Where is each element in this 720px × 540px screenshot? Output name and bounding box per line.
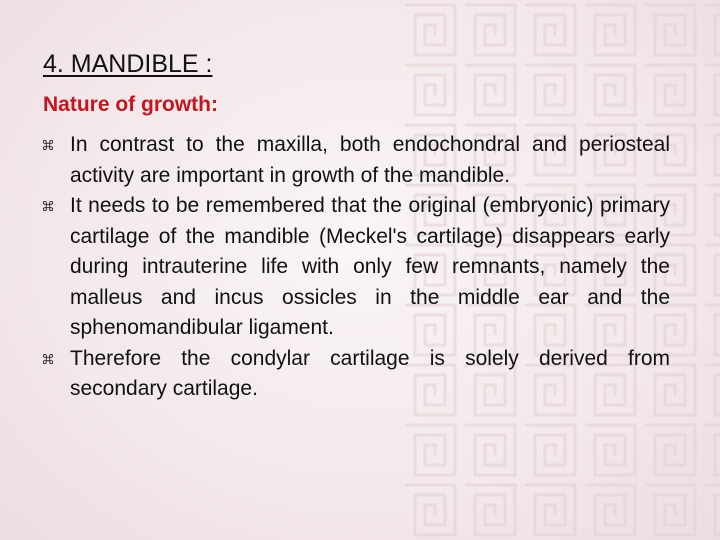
bullet-text: In contrast to the maxilla, both endochondral and periosteal activity are important in growth of the mandible.	[70, 133, 670, 187]
bullet-item	[43, 191, 670, 344]
bullet-item	[43, 344, 670, 405]
bullet-item	[43, 130, 670, 191]
bullet-list	[43, 130, 670, 405]
bullet-text: It needs to be remembered that the original (embryonic) primary cartilage of the mandible (Meckel's cartilage) disappears early during intrauterine life with only few remnants, namely the malleus and incus ossicles in the middle ear and the sphenomandibular ligament.	[70, 194, 670, 339]
section-subtitle: Nature of growth:	[43, 93, 218, 116]
bullet-text: Therefore the condylar cartilage is solely derived from secondary cartilage.	[70, 346, 670, 400]
command-key-icon	[43, 354, 53, 364]
command-key-icon	[43, 201, 53, 211]
slide-title: 4. MANDIBLE :	[43, 50, 213, 78]
command-key-icon	[43, 140, 53, 150]
